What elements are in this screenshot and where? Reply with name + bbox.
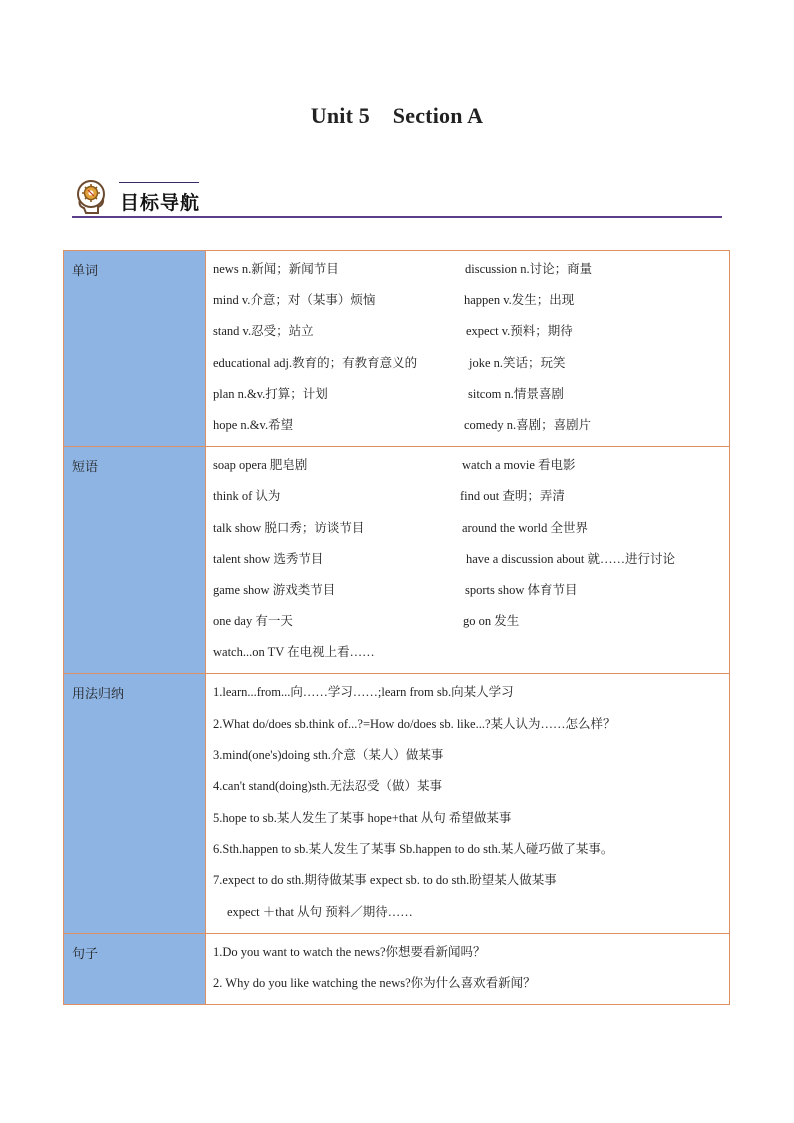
phrases-list [206, 447, 730, 674]
table-row-vocab [64, 251, 730, 447]
list-item: 6.Sth.happen to sb.某人发生了某事 Sb.happen to do sth.某人碰巧做了某事。 [213, 841, 614, 856]
list-item: news n.新闻；新闻节目 discussion n.讨论；商量 [213, 262, 593, 276]
list-item: mind v.介意；对（某事）烦恼 happen v.发生；出现 [213, 293, 575, 308]
list-item: 5.hope to sb.某人发生了某事 hope+that 从句 希望做某事 [213, 810, 512, 825]
list-item: 2. Why do you like watching the news?你为什么喜欢看新闻？ [213, 976, 536, 991]
list-item: 3.mind(one's)doing sth.介意（某人）做某事 [213, 748, 444, 763]
page-title: Unit 5 Section A [310, 103, 484, 128]
list-item: educational adj.教育的；有教育意义的 joke n.笑话；玩笑 [213, 355, 566, 370]
list-item: 1.learn...from...向……学习……;learn from sb.向某人学习 [213, 685, 514, 700]
list-item: stand v.忍受；站立 expect v.预料；期待 [213, 324, 573, 339]
list-item: game show 游戏类节目 sports show 体育节目 [213, 582, 578, 597]
list-item: hope n.&v.希望 comedy n.喜剧；喜剧片 [213, 417, 592, 432]
row-label-usage: 用法归纳 [64, 674, 206, 933]
section-header [72, 176, 722, 220]
table-row-usage [64, 674, 730, 933]
list-item: 7.expect to do sth.期待做某事 expect sb. to do sth.盼望某人做某事 [213, 873, 557, 888]
table-row-sentences [64, 933, 730, 1005]
list-item: watch...on TV 在电视上看…… [213, 645, 375, 660]
list-item: 2.What do/does sb.think of...?=How do/does sb. like...?某人认为……怎么样？ [213, 716, 616, 731]
row-label-sentences: 句子 [64, 933, 206, 1005]
list-item: 4.can't stand(doing)sth.无法忍受（做）某事 [213, 779, 442, 794]
header-top-rule [119, 182, 199, 183]
list-item: plan n.&v.打算；计划 sitcom n.情景喜剧 [213, 386, 564, 401]
row-label-vocab: 单词 [64, 251, 206, 447]
list-item: expect ＋that 从句 预料／期待…… [227, 904, 413, 919]
section-label: 目标导航 [120, 192, 201, 214]
list-item: 1.Do you want to watch the news?你想要看新闻吗？ [213, 944, 486, 959]
head-gear-icon [74, 178, 108, 214]
list-item: soap opera 肥皂剧 watch a movie 看电影 [213, 458, 576, 473]
list-item: talent show 选秀节目 have a discussion about 就……进行讨论 [213, 551, 676, 566]
row-label-phrases: 短语 [64, 447, 206, 674]
summary-table [63, 250, 730, 1005]
sentences-list [206, 933, 730, 1005]
header-underline [72, 216, 722, 218]
list-item: talk show 脱口秀；访谈节目 around the world 全世界 [213, 520, 589, 535]
usage-list [206, 674, 730, 933]
table-row-phrases [64, 447, 730, 674]
list-item: one day 有一天 go on 发生 [213, 614, 520, 629]
list-item: think of 认为 find out 查明；弄清 [213, 489, 565, 504]
vocab-list [206, 251, 730, 447]
